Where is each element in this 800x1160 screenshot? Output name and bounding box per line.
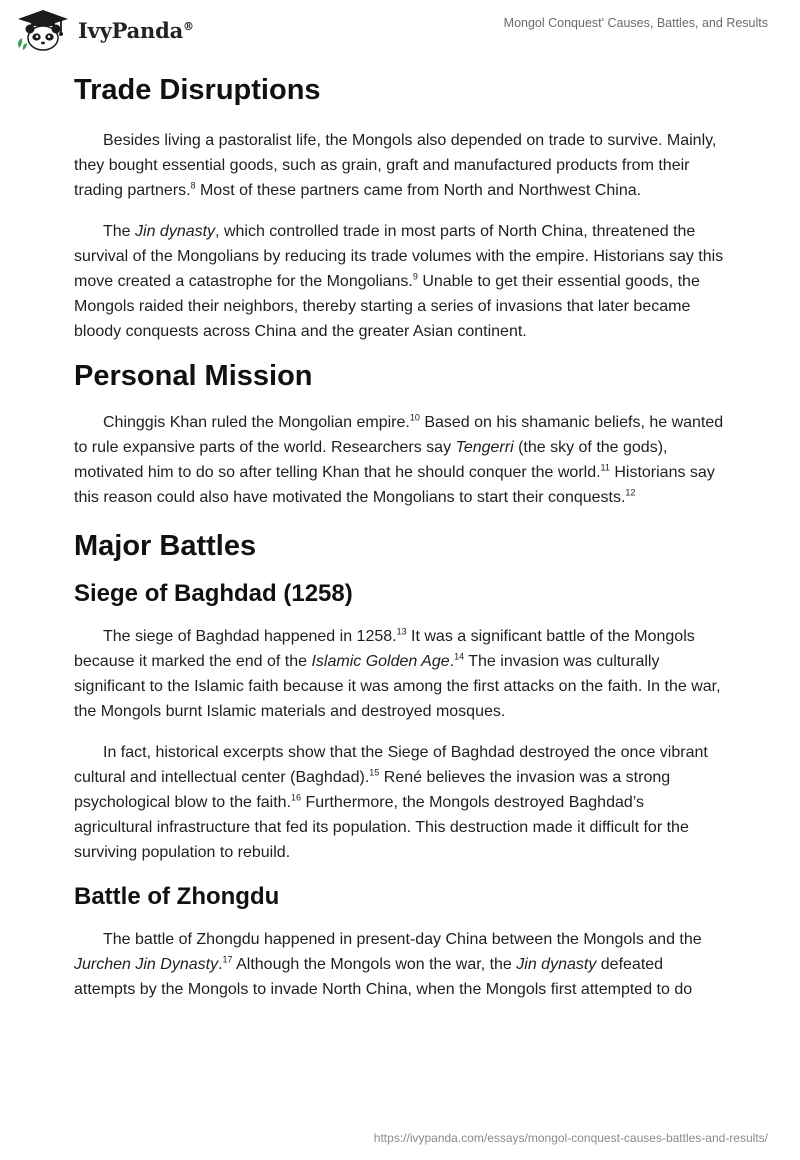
footnote-ref-9[interactable]: 9 xyxy=(412,271,418,282)
page-header xyxy=(0,0,800,60)
footnote-ref-17[interactable]: 17 xyxy=(222,954,233,965)
panda-graduate-icon xyxy=(14,8,72,52)
footnote-ref-8[interactable]: 8 xyxy=(190,180,196,191)
paragraph-zhongdu-1: The battle of Zhongdu happened in present-day China between the Mongols and the Jurchen Jin Dynasty.$^{17}$ Although the Mongols won the war, the Jin dynasty defeated attempts by the Mongols to invade North China, when the Mongols first attempted to do xyxy=(74,931,702,998)
heading-trade-disruptions: Trade Disruptions xyxy=(74,74,321,106)
paragraph-baghdad-1: The siege of Baghdad happened in 1258.13 It was a significant battle of the Mongols because it marked the end of the Islamic Golden Age.$^{14}$ The invasion was culturally significant to the Islamic faith because it was among the first attacks on the faith. In the war, the Mongols burnt Islamic materials and destroyed mosques. xyxy=(74,626,721,720)
registered-mark: ® xyxy=(183,19,194,33)
document-title: Mongol Conquest' Causes, Battles, and Results xyxy=(503,16,768,30)
footnote-ref-16[interactable]: 16 xyxy=(291,792,302,803)
heading-major-battles: Major Battles xyxy=(74,530,257,562)
heading-battle-of-zhongdu: Battle of Zhongdu xyxy=(74,883,280,910)
paragraph-mission-1: Chinggis Khan ruled the Mongolian empire.$^{10}$ Based on his shamanic beliefs, he wanted to rule expansive parts of the world. Researchers say Tengerri (the sky of the gods), motivated him to do so after telling Khan that he should conquer the world.$^{11}$ Historians say this reason could also have motivated the Mongolians to start their conquests.$^{12}$ xyxy=(74,412,724,506)
paragraph-baghdad-2: In fact, historical excerpts show that the Siege of Baghdad destroyed the once vibrant cultural and intellectual center (Baghdad).$^{15}$ René believes the invasion was a strong psychological blow to the faith.$^{16}$ Furthermore, the Mongols destroyed Baghdad’s agricultural infrastructure that fed its population. This destruction made it difficult for the surviving population to rebuild. xyxy=(74,744,708,861)
footnote-ref-13[interactable]: 13 xyxy=(396,626,407,637)
heading-personal-mission: Personal Mission xyxy=(74,360,313,392)
heading-siege-of-baghdad: Siege of Baghdad (1258) xyxy=(74,580,353,607)
source-url[interactable]: https://ivypanda.com/essays/mongol-conquest-causes-battles-and-results/ xyxy=(373,1131,768,1145)
brand-logo[interactable] xyxy=(14,8,194,52)
footnote-ref-14[interactable]: 14 xyxy=(454,651,465,662)
essay-content xyxy=(74,72,724,1002)
footnote-ref-11[interactable]: 11 xyxy=(600,462,610,473)
brand-name: IvyPanda® xyxy=(78,17,194,43)
footnote-ref-10[interactable]: 10 xyxy=(409,412,420,423)
footnote-ref-12[interactable]: 12 xyxy=(625,487,636,498)
footnote-ref-15[interactable]: 15 xyxy=(369,767,380,778)
paragraph-trade-2: The Jin dynasty, which controlled trade in most parts of North China, threatened the survival of the Mongolians by reducing its trade volumes with the empire. Historians say this move created a catastrophe for the Mongolians.$^9$ Unable to get their essential goods, the Mongols raided their neighbors, thereby starting a series of invasions that later became bloody conquests across China and the greater Asian continent. xyxy=(74,223,724,340)
paragraph-trade-1: Besides living a pastoralist life, the Mongols also depended on trade to survive. Mainly, they bought essential goods, such as grain, graft and manufactured products from their trading partners.$^8$ Most of these partners came from North and Northwest China. xyxy=(74,132,717,199)
